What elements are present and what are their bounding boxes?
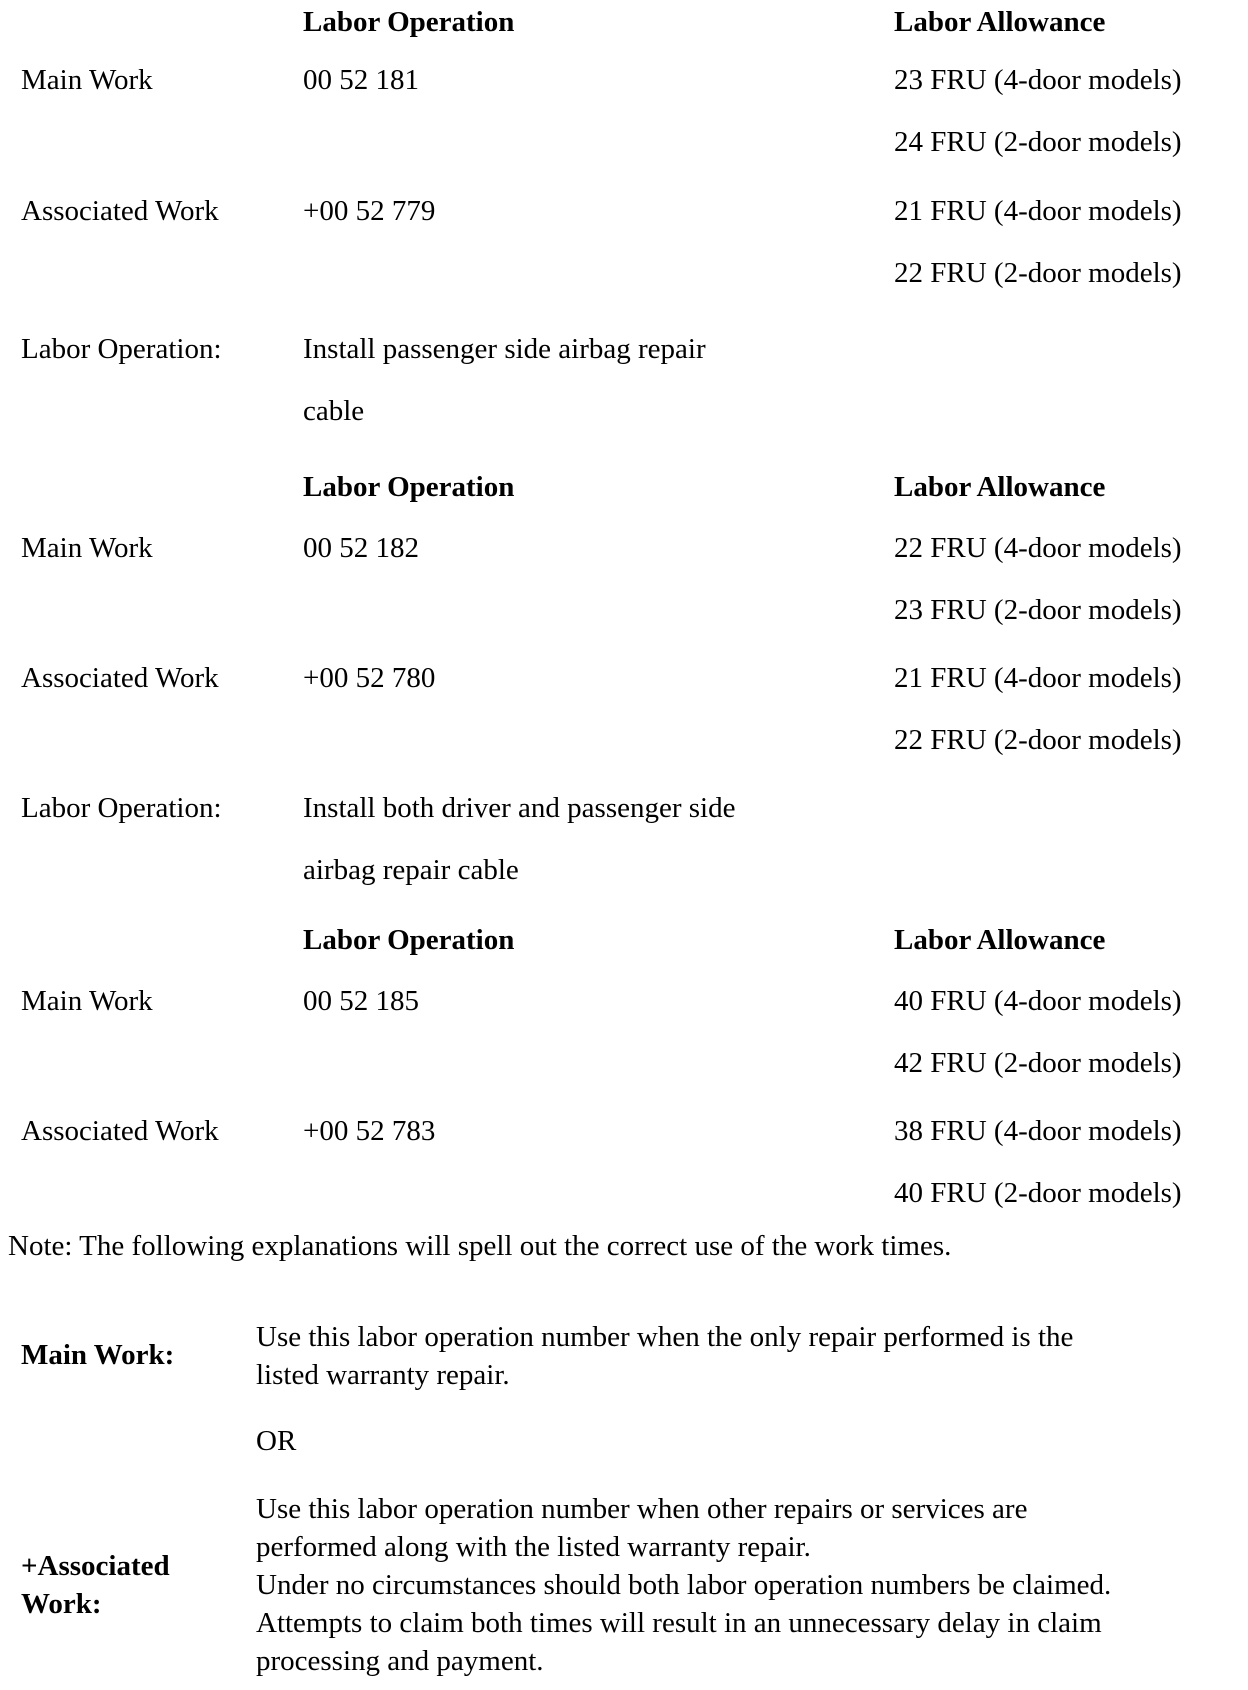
section1-assoc-allowance-1: 21 FRU (4-door models) xyxy=(894,195,1182,227)
section3-assoc-label: Associated Work xyxy=(21,1115,219,1147)
section2-main-label: Main Work xyxy=(21,532,153,564)
section2-header-operation: Labor Operation xyxy=(303,471,515,503)
section2-header-allowance: Labor Allowance xyxy=(894,471,1106,503)
section3-main-code: 00 52 185 xyxy=(303,985,419,1017)
explanation-assoc-text-2: performed along with the listed warranty repair. xyxy=(256,1531,811,1563)
explanation-assoc-label-1: +Associated xyxy=(21,1550,170,1582)
section3-main-allowance-2: 42 FRU (2-door models) xyxy=(894,1047,1182,1079)
section1-header-operation: Labor Operation xyxy=(303,6,515,38)
explanation-assoc-text-1: Use this labor operation number when other repairs or services are xyxy=(256,1493,1028,1525)
section2-main-allowance-1: 22 FRU (4-door models) xyxy=(894,532,1182,564)
section3-header-allowance: Labor Allowance xyxy=(894,924,1106,956)
section1-header-allowance: Labor Allowance xyxy=(894,6,1106,38)
section3-op-label: Labor Operation: xyxy=(21,792,222,824)
note-text: Note: The following explanations will spell out the correct use of the work times. xyxy=(8,1230,952,1262)
section2-main-allowance-2: 23 FRU (2-door models) xyxy=(894,594,1182,626)
explanation-main-label: Main Work: xyxy=(21,1339,175,1371)
section2-op-label: Labor Operation: xyxy=(21,333,222,365)
section1-main-label: Main Work xyxy=(21,64,153,96)
section2-main-code: 00 52 182 xyxy=(303,532,419,564)
section3-main-label: Main Work xyxy=(21,985,153,1017)
section3-main-allowance-1: 40 FRU (4-door models) xyxy=(894,985,1182,1017)
section1-main-code: 00 52 181 xyxy=(303,64,419,96)
explanation-main-text-1: Use this labor operation number when the only repair performed is the xyxy=(256,1321,1074,1353)
explanation-main-text-2: listed warranty repair. xyxy=(256,1359,510,1391)
section3-op-desc-2: airbag repair cable xyxy=(303,854,519,886)
section2-assoc-allowance-1: 21 FRU (4-door models) xyxy=(894,662,1182,694)
section1-assoc-label: Associated Work xyxy=(21,195,219,227)
explanation-or: OR xyxy=(256,1425,297,1457)
section2-assoc-label: Associated Work xyxy=(21,662,219,694)
section2-op-desc-2: cable xyxy=(303,395,365,427)
section2-op-desc-1: Install passenger side airbag repair xyxy=(303,333,706,365)
section3-assoc-allowance-1: 38 FRU (4-door models) xyxy=(894,1115,1182,1147)
section1-main-allowance-1: 23 FRU (4-door models) xyxy=(894,64,1182,96)
explanation-assoc-text-5: processing and payment. xyxy=(256,1645,544,1677)
explanation-assoc-text-3: Under no circumstances should both labor operation numbers be claimed. xyxy=(256,1569,1112,1601)
section3-assoc-code: +00 52 783 xyxy=(303,1115,436,1147)
section1-main-allowance-2: 24 FRU (2-door models) xyxy=(894,126,1182,158)
section2-assoc-allowance-2: 22 FRU (2-door models) xyxy=(894,724,1182,756)
explanation-assoc-label-2: Work: xyxy=(21,1588,102,1620)
section3-op-desc-1: Install both driver and passenger side xyxy=(303,792,736,824)
section1-assoc-allowance-2: 22 FRU (2-door models) xyxy=(894,257,1182,289)
explanation-assoc-text-4: Attempts to claim both times will result in an unnecessary delay in claim xyxy=(256,1607,1102,1639)
section3-header-operation: Labor Operation xyxy=(303,924,515,956)
section3-assoc-allowance-2: 40 FRU (2-door models) xyxy=(894,1177,1182,1209)
section2-assoc-code: +00 52 780 xyxy=(303,662,436,694)
section1-assoc-code: +00 52 779 xyxy=(303,195,436,227)
